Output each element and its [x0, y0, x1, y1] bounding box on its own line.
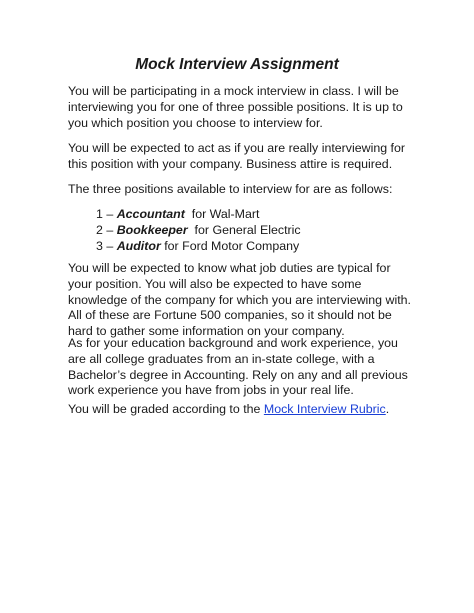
intro-paragraph: You will be participating in a mock interview in class. I will be interviewing you for one of three possible positions. It is up to you which position you choose to interview for.: [68, 84, 403, 130]
position-dash: –: [106, 207, 114, 221]
position-role: Bookkeeper: [116, 222, 188, 237]
rubric-link[interactable]: Mock Interview Rubric: [263, 402, 386, 416]
list-item: [96, 239, 301, 255]
grading-suffix: .: [385, 402, 390, 416]
document-title: Mock Interview Assignment: [135, 56, 339, 73]
position-company: for Ford Motor Company: [164, 238, 300, 253]
grading-paragraph: [68, 402, 413, 418]
position-company: for Wal-Mart: [191, 207, 260, 221]
background-paragraph: As for your education background and work experience, you are all college graduates from an in-state college, with a Bachelor’s degree in Accounting. Rely on any and all previous work experience you have from jobs in your real life.: [68, 336, 408, 398]
position-number: 3: [96, 238, 103, 253]
attire-paragraph: You will be expected to act as if you are really interviewing for this position with your company. Business attire is required.: [68, 141, 406, 171]
position-number: 1: [96, 207, 103, 221]
position-role: Auditor: [116, 238, 161, 253]
list-item: [96, 223, 301, 239]
position-company: for General Electric: [194, 222, 301, 237]
positions-list: [96, 207, 301, 254]
positions-intro-paragraph: The three positions available to interview for are as follows:: [68, 182, 393, 196]
job-duties-paragraph: You will be expected to know what job duties are typical for your position. You will also be expected to have some knowledge of the company for which you are interviewing with. All of these are Fortune 500 companies, so it should not be hard to gather some information on your company.: [68, 261, 411, 339]
list-item: [96, 207, 301, 223]
position-role: Accountant: [116, 207, 185, 221]
position-dash: –: [106, 222, 114, 237]
grading-prefix: You will be graded according to the: [68, 402, 264, 416]
position-number: 2: [96, 222, 103, 237]
position-dash: –: [106, 238, 114, 253]
